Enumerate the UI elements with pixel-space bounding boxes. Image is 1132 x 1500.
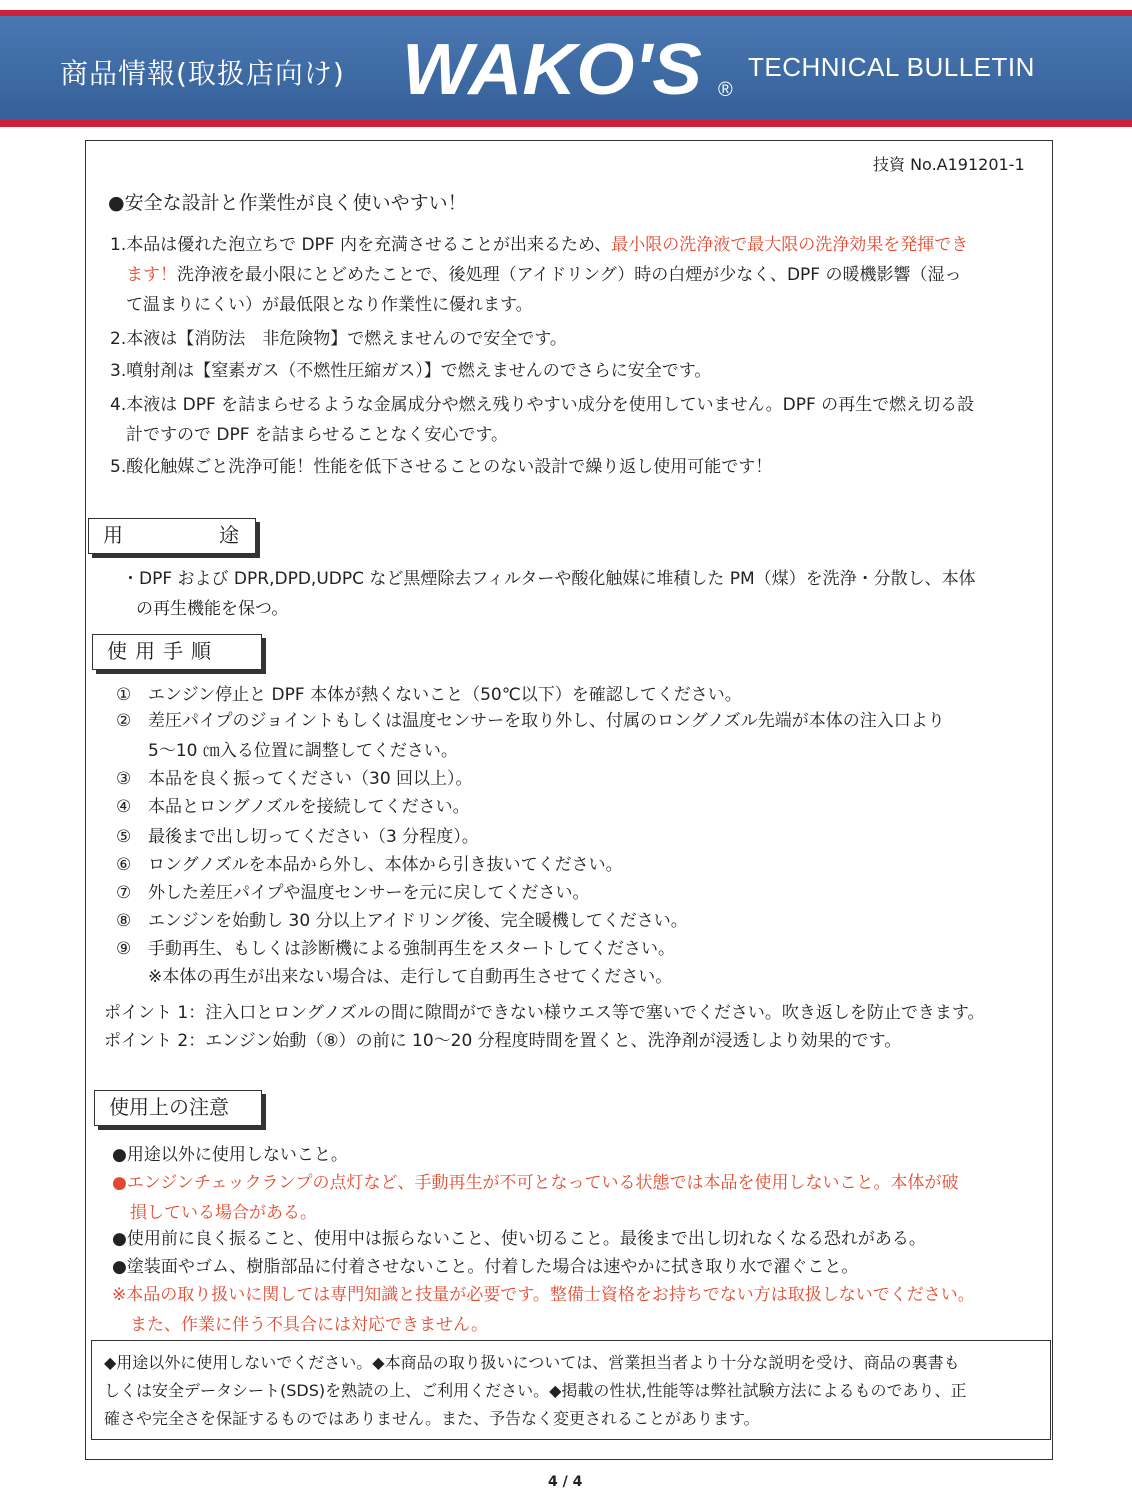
procedure-step-text: ※本体の再生が出来ない場合は、走行して自動再生させてください。 xyxy=(148,967,673,987)
header-technical-bulletin: TECHNICAL BULLETIN xyxy=(748,52,1035,82)
procedure-step-number: ③ xyxy=(116,769,132,789)
procedure-step xyxy=(116,764,473,794)
usage-heading-char-1: 用 xyxy=(103,523,123,547)
safety-point-1-text: 1.本品は優れた泡立ちで DPF 内を充満させることが出来るため、 xyxy=(110,235,612,255)
header-product-info-title: 商品情報(取扱店向け) xyxy=(60,57,345,90)
caution-item-3: ●使用前に良く振ること、使用中は振らないこと、使い切ること。最後まで出し切れなくなる恐れがある。 xyxy=(112,1229,926,1249)
procedure-step-number: ⑥ xyxy=(116,855,132,875)
procedure-step-text: エンジン停止と DPF 本体が熱くないこと（50℃以下）を確認してください。 xyxy=(148,685,742,705)
procedure-step xyxy=(116,706,945,736)
caution-heading: 使用上の注意 xyxy=(94,1090,262,1126)
procedure-point-2: ポイント 2：エンジン始動（⑧）の前に 10～20 分程度時間を置くと、洗浄剤が浸透しより効果的です。 xyxy=(104,1031,902,1051)
procedure-step-number: ⑧ xyxy=(116,911,132,931)
safety-point-1-highlight: 最小限の洗浄液で最大限の洗浄効果を発揮でき xyxy=(611,235,969,255)
procedure-step-number: ① xyxy=(116,685,132,705)
registered-mark: ® xyxy=(718,79,733,101)
procedure-step xyxy=(116,906,688,936)
safety-point-1-line-3: て温まりにくい）が最低限となり作業性に優れます。 xyxy=(126,295,533,315)
usage-heading-char-2: 途 xyxy=(219,523,239,547)
usage-line-2: の再生機能を保つ。 xyxy=(136,599,289,619)
caution-item-1: ●用途以外に使用しないこと。 xyxy=(112,1145,348,1165)
caution-item-2-line-2: 損している場合がある。 xyxy=(130,1203,317,1223)
disclaimer-line-2: しくは安全データシート(SDS)を熟読の上、ご利用ください。◆掲載の性状,性能等は弊社試験方法によるものであり、正 xyxy=(104,1381,967,1400)
procedure-step-text: 本品とロングノズルを接続してください。 xyxy=(148,797,470,817)
caution-item-2-line-1: ●エンジンチェックランプの点灯など、手動再生が不可となっている状態では本品を使用しないこと。本体が破 xyxy=(112,1173,959,1193)
safety-point-1-text-2: 洗浄液を最小限にとどめたことで、後処理（アイドリング）時の白煙が少なく、DPF の暖機影響（湿っ xyxy=(177,265,962,285)
procedure-step xyxy=(116,850,623,880)
caution-item-5-line-2: また、作業に伴う不具合には対応できません。 xyxy=(130,1315,489,1335)
procedure-step xyxy=(116,822,479,852)
document-number: 技資 No.A191201-1 xyxy=(873,155,1025,174)
caution-item-4: ●塗装面やゴム、樹脂部品に付着させないこと。付着した場合は速やかに拭き取り水で濯ぐこと。 xyxy=(112,1257,859,1277)
safety-point-1-line-1 xyxy=(110,230,968,260)
procedure-step-number: ② xyxy=(116,711,132,731)
procedure-step-text: エンジンを始動し 30 分以上アイドリング後、完全暖機してください。 xyxy=(148,911,688,931)
procedure-step-number: ⑦ xyxy=(116,883,132,903)
caution-item-5-line-1: ※本品の取り扱いに関しては専門知識と技量が必要です。整備士資格をお持ちでない方は取扱しないでください。 xyxy=(112,1285,975,1305)
procedure-step-text: 外した差圧パイプや温度センサーを元に戻してください。 xyxy=(148,883,590,903)
safety-point-4-line-1: 4.本液は DPF を詰まらせるような金属成分や燃え残りやすい成分を使用していません。DPF の再生で燃え切る設 xyxy=(110,395,975,415)
procedure-step xyxy=(116,792,470,822)
page-number: 4 / 4 xyxy=(548,1474,583,1490)
procedure-step-number: ④ xyxy=(116,797,132,817)
procedure-step-text: 差圧パイプのジョイントもしくは温度センサーを取り外し、付属のロングノズル先端が本体の注入口より xyxy=(148,711,945,731)
procedure-step xyxy=(116,962,672,992)
procedure-step-text: 手動再生、もしくは診断機による強制再生をスタートしてください。 xyxy=(148,939,675,959)
procedure-point-1: ポイント 1：注入口とロングノズルの間に隙間ができない様ウエス等で塞いでください。吹き返しを防止できます。 xyxy=(104,1003,985,1023)
procedure-step-text: 最後まで出し切ってください（3 分程度）。 xyxy=(148,827,479,847)
wakos-logo xyxy=(400,34,750,104)
wakos-logo-text: WAKO'S xyxy=(402,34,702,104)
procedure-step-text: 本品を良く振ってください（30 回以上）。 xyxy=(148,769,473,789)
header-bottom-stripe xyxy=(0,120,1132,127)
usage-heading xyxy=(88,518,256,554)
safety-point-2: 2.本液は【消防法 非危険物】で燃えませんので安全です。 xyxy=(110,329,567,349)
disclaimer-line-1: ◆用途以外に使用しないでください。◆本商品の取り扱いについては、営業担当者より十分な説明を受け、商品の裏書も xyxy=(104,1353,960,1372)
procedure-step-number: ⑨ xyxy=(116,939,132,959)
safety-point-3: 3.噴射剤は【窒素ガス（不燃性圧縮ガス）】で燃えませんのでさらに安全です。 xyxy=(110,361,712,381)
procedure-step xyxy=(116,934,675,964)
disclaimer-line-3: 確さや完全さを保証するものではありません。また、予告なく変更されることがあります。 xyxy=(104,1409,760,1428)
procedure-step xyxy=(116,736,458,766)
safety-point-1-highlight-end: ます！ xyxy=(126,265,177,285)
safety-point-4-line-2: 計ですので DPF を詰まらせることなく安心です。 xyxy=(126,425,509,445)
procedure-step xyxy=(116,878,590,908)
procedure-heading: 使用手順 xyxy=(92,634,262,670)
safety-heading: ●安全な設計と作業性が良く使いやすい！ xyxy=(108,192,467,214)
safety-point-5: 5.酸化触媒ごと洗浄可能！性能を低下させることのない設計で繰り返し使用可能です！ xyxy=(110,457,773,477)
usage-line-1: ・DPF および DPR,DPD,UDPC など黒煙除去フィルターや酸化触媒に堆積した PM（煤）を洗浄・分散し、本体 xyxy=(122,569,976,589)
procedure-step-number: ⑤ xyxy=(116,827,132,847)
procedure-step-text: ロングノズルを本品から外し、本体から引き抜いてください。 xyxy=(148,855,623,875)
procedure-step-text: 5～10 ㎝入る位置に調整してください。 xyxy=(148,741,458,761)
safety-point-1-line-2 xyxy=(126,260,961,290)
